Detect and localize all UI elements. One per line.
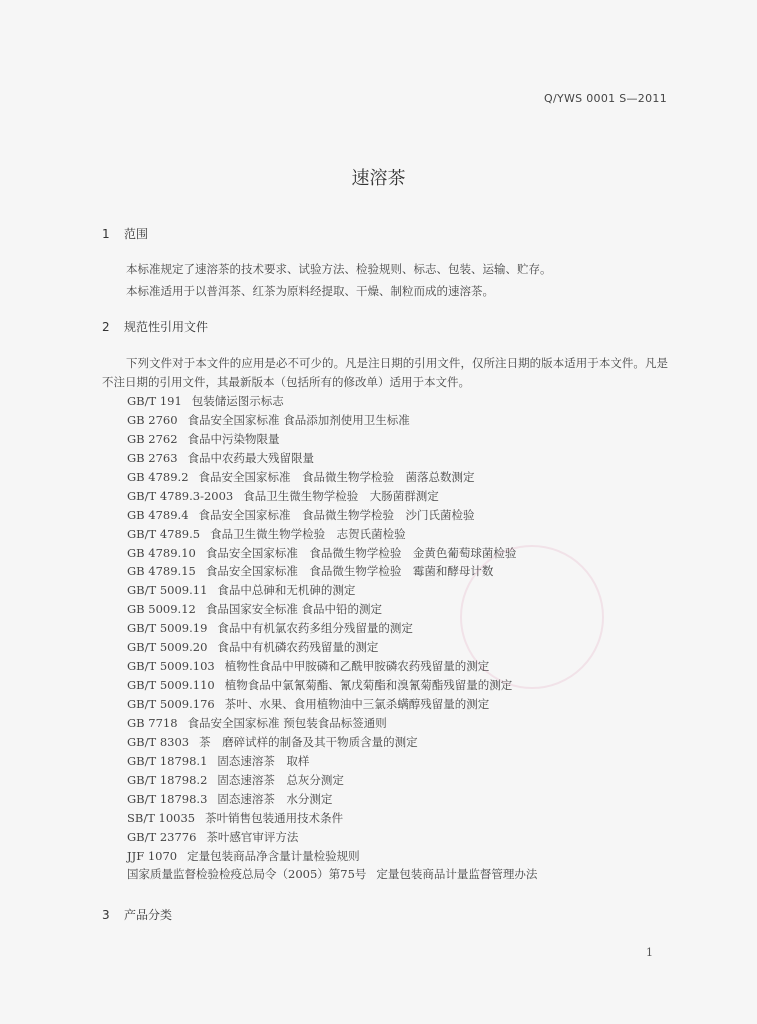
reference-title: 固态速溶茶 取样 [217,753,310,768]
reference-title: 食品安全国家标准 食品添加剂使用卫生标准 [187,412,410,427]
reference-item [127,468,687,487]
reference-item [127,657,687,676]
reference-title: 食品中农药最大残留限量 [187,450,315,465]
reference-item [127,714,687,733]
reference-code: GB 5009.12 [127,602,196,617]
reference-code: GB/T 5009.20 [127,640,208,655]
reference-title: 茶 磨碎试样的制备及其干物质含量的测定 [199,734,418,749]
reference-code: GB/T 5009.176 [127,697,215,711]
reference-title: 茶叶销售包装通用技术条件 [205,810,344,825]
reference-code: GB/T 8303 [127,734,190,749]
section-3-heading [102,906,172,923]
reference-code: GB/T 4789.5 [127,526,201,541]
reference-code: GB/T 5009.110 [127,678,215,693]
reference-item [127,676,687,695]
references-intro: 下列文件对于本文件的应用是必不可少的。凡是注日期的引用文件，仅所注日期的版本适用于本文件。凡是不注日期的引用文件，其最新版本（包括所有的修改单）适用于本文件。 [102,356,668,389]
reference-title: 定量包装商品净含量计量检验规则 [187,848,360,863]
reference-item [127,638,687,657]
reference-code: GB/T 18798.2 [127,772,208,787]
reference-title: 食品中有机氯农药多组分残留量的测定 [217,621,413,636]
section-1-heading [102,225,148,242]
section-title: 规范性引用文件 [124,320,209,334]
reference-title: 包装储运图示标志 [191,394,284,408]
reference-title: 植物食品中氯氰菊酯、氰戊菊酯和溴氰菊酯残留量的测定 [224,678,513,693]
reference-code: GB/T 5009.11 [127,583,208,598]
standard-number: Q/YWS 0001 S—2011 [543,92,667,105]
reference-title: 食品国家安全标准 食品中铅的测定 [205,602,383,617]
reference-item [127,392,687,411]
reference-code: GB 7718 [127,715,178,730]
reference-code: GB 4789.2 [127,469,189,484]
reference-item [127,581,687,600]
reference-item [127,544,687,563]
reference-code: GB/T 18798.3 [127,791,208,806]
reference-code: GB 2760 [127,412,178,427]
reference-code: GB/T 5009.19 [127,621,208,636]
reference-code: GB 4789.15 [127,564,196,579]
reference-item [127,411,687,430]
reference-item [127,865,687,884]
reference-title: 定量包装商品计量监督管理办法 [376,867,538,882]
scope-paragraph-2: 本标准适用于以普洱茶、红茶为原料经提取、干燥、制粒而成的速溶茶。 [126,284,494,298]
reference-item [127,449,687,468]
section-number: 1 [102,227,110,241]
reference-title: 食品安全国家标准 食品微生物学检验 沙门氏菌检验 [198,507,475,522]
reference-title: 植物性食品中甲胺磷和乙酰甲胺磷农药残留量的测定 [224,659,490,674]
section-2-heading [102,318,208,335]
reference-title: 食品中污染物限量 [187,431,280,446]
reference-title: 食品卫生微生物学检验 志贺氏菌检验 [210,526,406,541]
section-number: 3 [102,908,110,922]
reference-code: GB/T 4789.3-2003 [127,488,234,503]
reference-item [127,828,687,847]
reference-title: 食品安全国家标准 食品微生物学检验 菌落总数测定 [198,469,475,484]
reference-item [127,695,687,714]
reference-title: 茶叶、水果、食用植物油中三氯杀螨醇残留量的测定 [224,697,490,711]
reference-item [127,790,687,809]
reference-item [127,847,687,866]
document-title: 速溶茶 [351,168,406,189]
reference-code: GB 2762 [127,431,178,446]
reference-code: GB/T 23776 [127,829,197,844]
reference-title: 茶叶感官审评方法 [206,829,299,844]
reference-item [127,771,687,790]
reference-list [127,392,687,884]
reference-title: 食品卫生微生物学检验 大肠菌群测定 [243,488,439,503]
reference-item [127,506,687,525]
reference-item [127,562,687,581]
reference-title: 食品中有机磷农药残留量的测定 [217,640,379,655]
reference-code: SB/T 10035 [127,810,196,825]
reference-code: GB 2763 [127,450,178,465]
section-title: 范围 [124,227,149,241]
reference-item [127,733,687,752]
section-number: 2 [102,320,110,334]
section-title: 产品分类 [124,908,173,922]
reference-title: 固态速溶茶 水分测定 [217,791,333,806]
reference-code: GB/T 191 [127,394,182,408]
reference-code: GB 4789.4 [127,507,189,522]
reference-title: 食品中总砷和无机砷的测定 [217,583,356,598]
reference-title: 食品安全国家标准 食品微生物学检验 霉菌和酵母计数 [205,564,494,579]
reference-code: 国家质量监督检验检疫总局令（2005）第75号 [127,867,367,882]
reference-item [127,752,687,771]
reference-code: GB/T 18798.1 [127,753,208,768]
reference-item [127,809,687,828]
scope-paragraph-1: 本标准规定了速溶茶的技术要求、试验方法、检验规则、标志、包装、运输、贮存。 [126,262,552,276]
reference-code: JJF 1070 [127,848,178,863]
reference-title: 食品安全国家标准 预包装食品标签通则 [187,715,387,730]
reference-code: GB 4789.10 [127,545,196,560]
reference-title: 固态速溶茶 总灰分测定 [217,772,344,787]
reference-item [127,525,687,544]
reference-title: 食品安全国家标准 食品微生物学检验 金黄色葡萄球菌检验 [205,545,517,560]
reference-item [127,487,687,506]
page-number: 1 [646,946,653,959]
seal-stamp [460,545,604,689]
reference-code: GB/T 5009.103 [127,659,215,674]
reference-item [127,430,687,449]
